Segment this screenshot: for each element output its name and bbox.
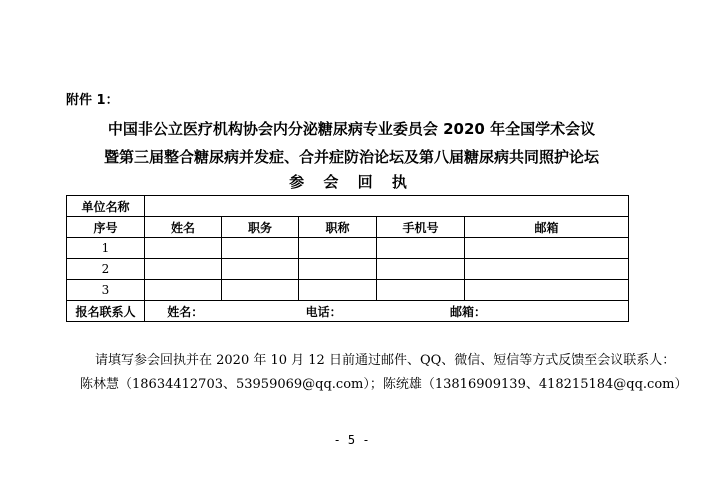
registration-form-table	[66, 195, 629, 322]
header-number: 序号	[67, 217, 145, 238]
attachment-label: 附件 1：	[66, 93, 119, 108]
header-email: 邮箱	[465, 217, 629, 238]
name-cell[interactable]	[145, 238, 222, 259]
header-position: 职务	[222, 217, 299, 238]
name-cell[interactable]	[145, 280, 222, 301]
contact-fields[interactable]	[145, 301, 629, 322]
contact-label: 报名联系人	[67, 301, 145, 322]
row-number: 2	[67, 259, 145, 280]
unit-row	[67, 196, 629, 217]
unit-input-cell[interactable]	[145, 196, 629, 217]
row-number: 3	[67, 280, 145, 301]
contact-name-label: 姓名：	[167, 304, 204, 319]
position-cell[interactable]	[222, 280, 299, 301]
email-cell[interactable]	[465, 238, 629, 259]
unit-label: 单位名称	[67, 196, 145, 217]
header-row	[67, 217, 629, 238]
title-cell[interactable]	[299, 280, 377, 301]
header-phone: 手机号	[377, 217, 465, 238]
title-cell[interactable]	[299, 238, 377, 259]
instruction-text: 请填写参会回执并在 2020 年 10 月 12 日前通过邮件、QQ、微信、短信等方式反馈至会议联系人：	[95, 353, 676, 368]
header-name: 姓名	[145, 217, 222, 238]
document-title-line2: 暨第三届整合糖尿病并发症、合并症防治论坛及第八届糖尿病共同照护论坛	[103, 148, 599, 166]
document-title-line1: 中国非公立医疗机构协会内分泌糖尿病专业委员会 2020 年全国学术会议	[107, 120, 596, 138]
phone-cell[interactable]	[377, 280, 465, 301]
row-number: 1	[67, 238, 145, 259]
contact-email-label: 邮箱：	[449, 304, 486, 319]
name-cell[interactable]	[145, 259, 222, 280]
position-cell[interactable]	[222, 259, 299, 280]
document-title-line3: 参 会 回 执	[289, 173, 414, 191]
phone-cell[interactable]	[377, 259, 465, 280]
title-cell[interactable]	[299, 259, 377, 280]
position-cell[interactable]	[222, 238, 299, 259]
contact-row	[67, 301, 629, 322]
table-row	[67, 259, 629, 280]
contact-phone-label: 电话：	[305, 304, 342, 319]
header-title: 职称	[299, 217, 377, 238]
email-cell[interactable]	[465, 280, 629, 301]
phone-cell[interactable]	[377, 238, 465, 259]
page-number: - 5 -	[333, 433, 370, 447]
table-row	[67, 238, 629, 259]
table-row	[67, 280, 629, 301]
contact-persons-text: 陈林慧（18634412703、53959069@qq.com）；陈统雄（13816909139、418215184@qq.com）	[80, 377, 688, 392]
email-cell[interactable]	[465, 259, 629, 280]
